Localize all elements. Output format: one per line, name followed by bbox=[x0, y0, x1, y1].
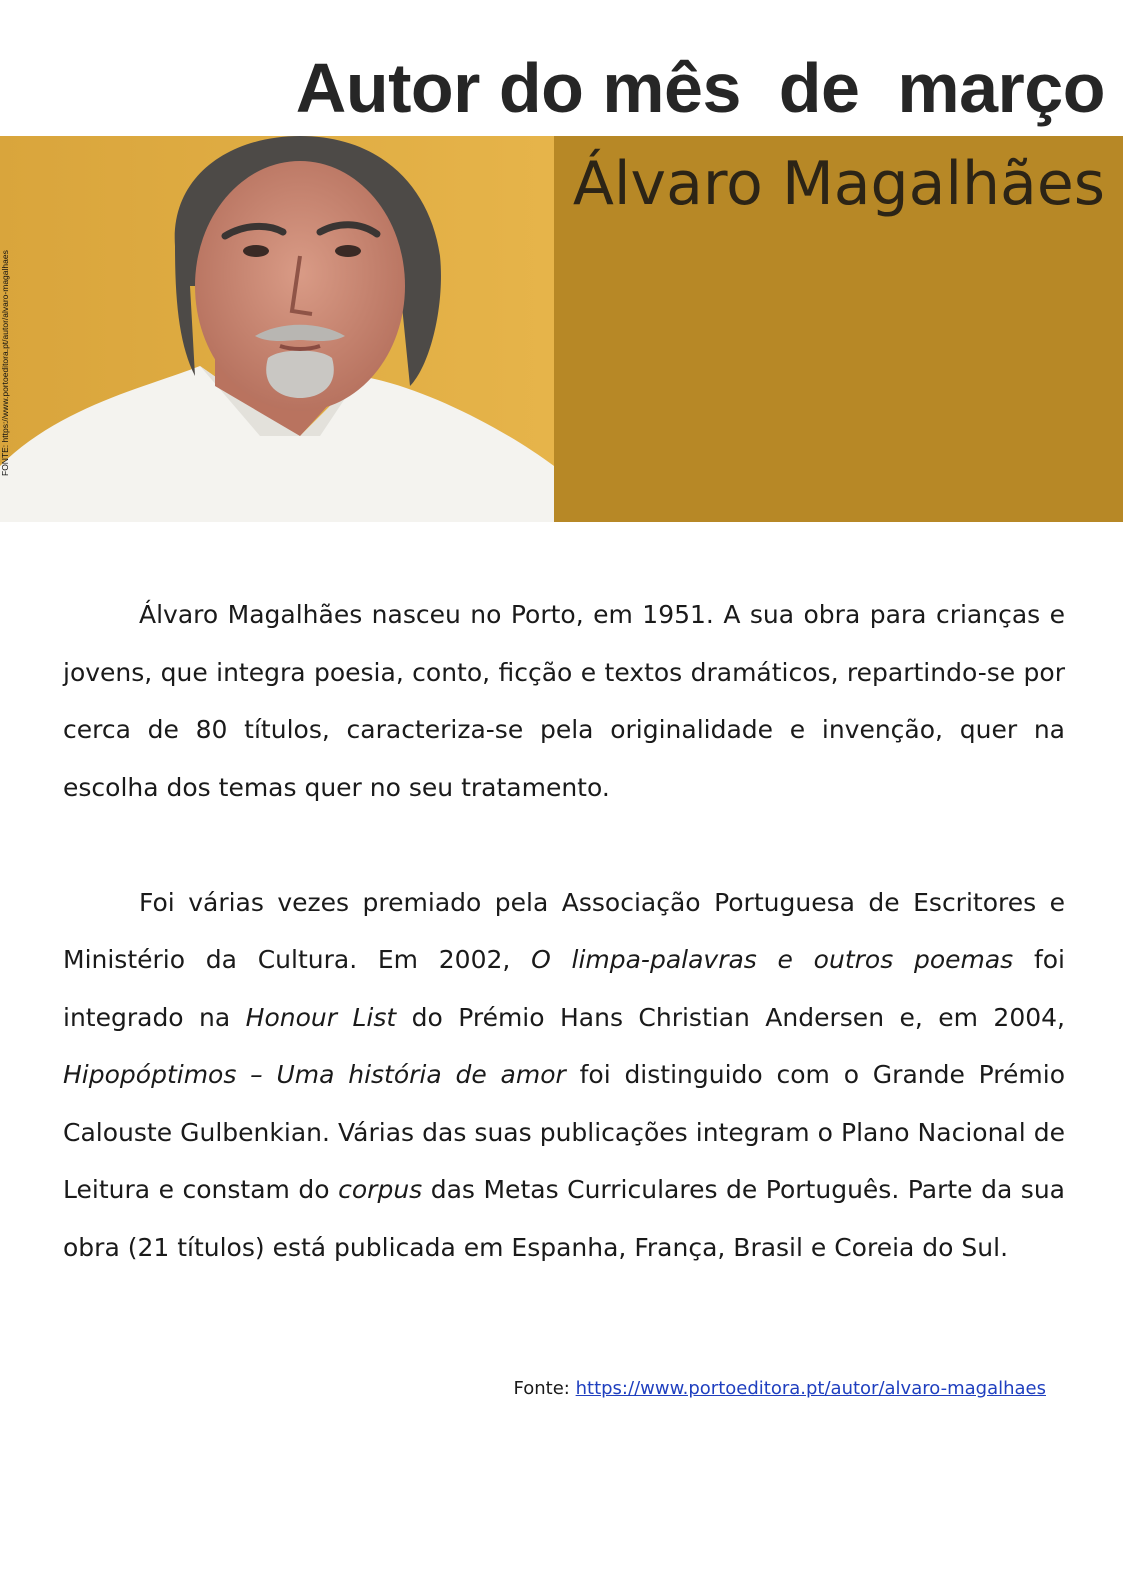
p2-text-4: foi distinguido com o Grande Prémio Calouste Gulbenkian. Várias das suas publicações integram o Plano Nacional de Leitura e constam do bbox=[63, 1060, 1065, 1204]
photo-source-text: FONTE: https://www.portoeditora.pt/autor/alvaro-magalhaes bbox=[0, 250, 10, 476]
corpus-term: corpus bbox=[338, 1175, 423, 1204]
author-name: Álvaro Magalhães bbox=[572, 149, 1105, 219]
honour-list-term: Honour List bbox=[245, 1002, 397, 1032]
biography-text bbox=[63, 586, 1065, 1276]
source-link[interactable]: https://www.portoeditora.pt/autor/alvaro-magalhaes bbox=[575, 1378, 1046, 1399]
p2-text-3: do Prémio Hans Christian Andersen e, em 2004, bbox=[396, 1002, 1065, 1032]
page-title: Autor do mês de março bbox=[295, 49, 1105, 127]
author-photo bbox=[0, 136, 554, 522]
paragraph-2 bbox=[63, 874, 1065, 1277]
p2-text-5: das Metas Curriculares de Português. Parte da sua obra (21 títulos) está publicada em Espanha, França, Brasil e Coreia do Sul. bbox=[63, 1175, 1065, 1262]
source-label: Fonte: bbox=[513, 1378, 576, 1399]
source-footer bbox=[514, 1378, 1046, 1399]
paragraph-1: Álvaro Magalhães nasceu no Porto, em 1951. A sua obra para crianças e jovens, que integra poesia, conto, ficção e textos dramáticos, repartindo-se por cerca de 80 títulos, caracteriza-se pela originalidade e invenção, quer na escolha dos temas quer no seu tratamento. bbox=[63, 600, 1065, 802]
p2-text-2: foi integrado na bbox=[63, 945, 1065, 1032]
author-banner bbox=[0, 136, 1123, 522]
p2-text-1: Foi várias vezes premiado pela Associação Portuguesa de Escritores e Ministério da Cultura. Em 2002, bbox=[63, 887, 1065, 974]
book-title-limpa-palavras: O limpa-palavras e outros poemas bbox=[531, 945, 1014, 974]
book-title-hipopoptimos: Hipopóptimos – Uma história de amor bbox=[63, 1060, 566, 1089]
